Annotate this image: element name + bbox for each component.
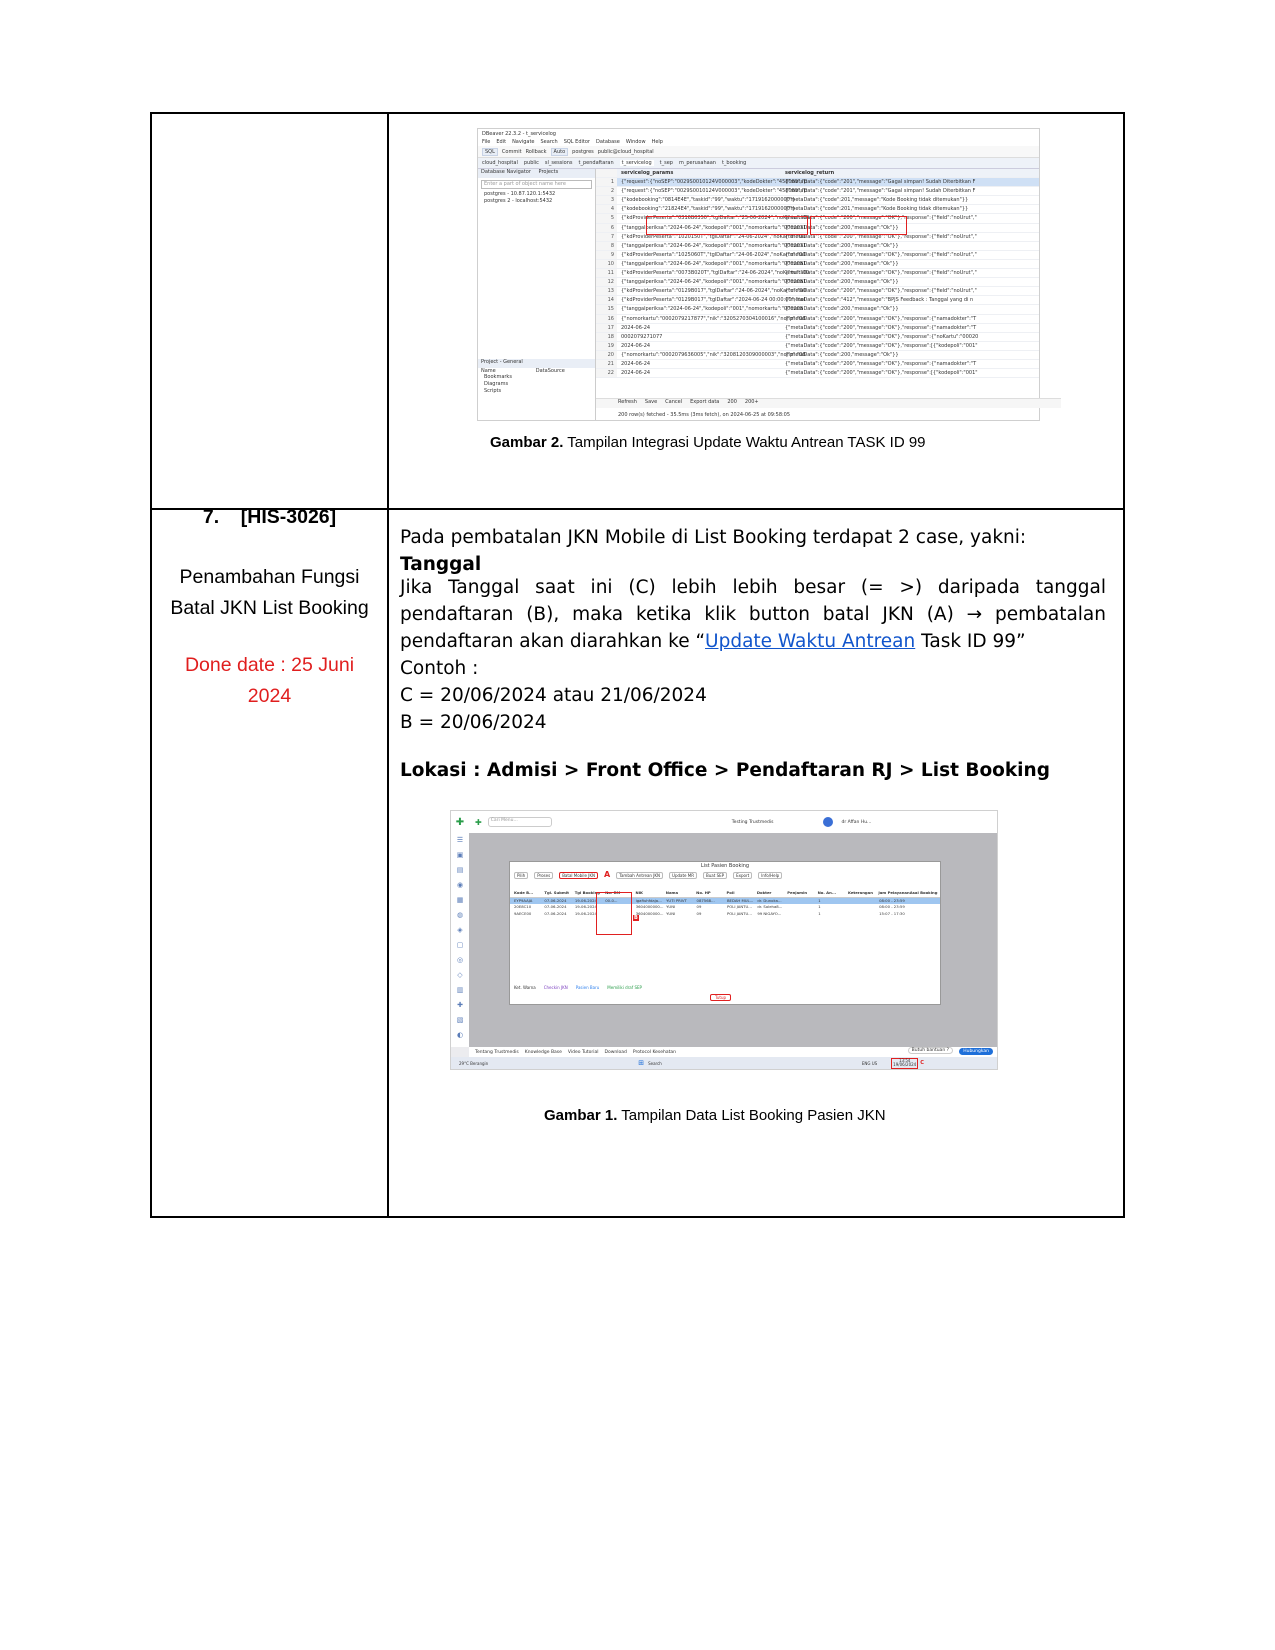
table-cell: POLI JANTU...	[726, 904, 752, 909]
return-cell: {"metaData":{"code":"200","message":"OK"},"response":{"field":"noUrut","	[785, 233, 977, 240]
table-row[interactable]	[596, 305, 1039, 314]
params-cell: {"kodebooking":"21824E4","taskid":"99","waktu":"1719162000000"}	[621, 206, 796, 213]
table-cell: 15:07 - 17:30	[879, 910, 905, 916]
table-row[interactable]	[596, 269, 1039, 278]
legend-item: Memiliki draf SEP	[607, 985, 642, 990]
grid-header	[596, 169, 1039, 178]
caption-label: Gambar 1.	[544, 1107, 618, 1124]
table-cell	[849, 911, 879, 918]
refresh-button[interactable]: Refresh	[618, 399, 637, 405]
status-text: 200 row(s) fetched - 35.5ms (3ms fetch), on 2024-06-25 at 09:58:05	[618, 412, 791, 418]
column-header[interactable]: Jam Pelayanan	[878, 890, 910, 895]
table-cell	[909, 911, 939, 918]
table-row[interactable]	[596, 315, 1039, 324]
row-number: 5	[596, 214, 617, 222]
return-cell: {"metaData":{"code":"412","message":"BPJS Feedback : Tanggal yang di n	[785, 297, 974, 304]
sql-button[interactable]: SQL	[482, 148, 498, 156]
brand-name: Testing Trustmedis	[731, 819, 774, 825]
column-header[interactable]: Poli	[726, 890, 735, 895]
tree-item[interactable]: Bookmarks	[484, 374, 512, 380]
table-cell: 1	[818, 904, 821, 909]
row-number: 10	[596, 260, 617, 268]
table-row[interactable]	[596, 178, 1039, 187]
table-cell: POLI JANTU...	[726, 910, 752, 916]
update-waktu-antrean-link[interactable]: Update Waktu Antrean	[705, 631, 916, 652]
menu-item[interactable]: Help	[651, 139, 663, 145]
column-header: Name	[481, 368, 496, 374]
menu-item[interactable]: Search	[540, 139, 558, 145]
table-cell: 3604000000...	[635, 904, 664, 909]
table-row[interactable]	[596, 187, 1039, 196]
table-cell: 19-06-2024	[574, 910, 597, 916]
return-cell: {"metaData":{"code":"200","message":"OK"},"response":{"namadokter":"T	[785, 324, 977, 331]
table-cell: 08:00 - 23:59	[879, 904, 905, 909]
keyboard-language[interactable]: ENG US	[861, 1060, 878, 1066]
row-number: 2	[596, 187, 617, 195]
clock-time: 13:54	[898, 1057, 911, 1063]
table-cell: 07-06-2024	[544, 904, 567, 909]
windows-taskbar	[451, 1057, 997, 1069]
return-cell: {"metaData":{"code":"200","message":"OK"},"response":{"field":"noUrut","	[785, 215, 977, 222]
table-cell: 09	[696, 910, 702, 916]
table-cell: 20E8C10	[514, 904, 532, 909]
footer-link[interactable]: Protocol Kesehatan	[632, 1049, 677, 1055]
table-row[interactable]	[596, 342, 1039, 351]
params-cell: {"nomorkartu":"0002079217877","nik":"3205270304100016","nohp":"08	[621, 315, 806, 322]
params-cell: {"kdProviderPeserta":"0129B017","tglDaftar":"2024-06-24 00:00:00","nol	[621, 297, 806, 304]
item-number: 7.	[202, 506, 220, 528]
project-tree	[478, 374, 595, 395]
row-number: 9	[596, 251, 617, 259]
hubungkan-button[interactable]: Hubungkan	[959, 1048, 993, 1055]
done-date-line: Done date : 25 Juni	[184, 654, 355, 676]
row-number: 13	[596, 287, 617, 295]
table-cell	[788, 911, 818, 918]
schema-select[interactable]: public@cloud_hospital	[597, 148, 654, 155]
booking-table-header	[510, 890, 940, 898]
app-sidebar	[451, 833, 470, 1047]
example-label: Contoh :	[400, 658, 479, 679]
done-date-line: 2024	[247, 685, 292, 707]
row-number: 3	[596, 196, 617, 204]
column-header[interactable]: servicelog_return	[785, 170, 835, 176]
params-cell: {"kdProviderPeserta":"0073B020T","tglDaftar":"24-06-2024","noKartu":"00	[621, 270, 810, 277]
params-cell: {"tanggalperiksa":"2024-06-24","kodepoli":"001","nomorkartu":"0002071	[621, 224, 807, 231]
row-number: 18	[596, 333, 617, 341]
table-cell: 19-06-2024	[574, 897, 597, 903]
window-title: DBeaver 22.3.2 - t_servicelog	[478, 129, 1039, 138]
info-help-button[interactable]: Info/Help	[758, 872, 782, 879]
table-cell: 07-06-2024	[544, 910, 567, 916]
tab[interactable]: t_booking	[721, 160, 747, 166]
params-cell: 2024-06-24	[621, 360, 651, 367]
project-panel	[478, 359, 595, 395]
legend-title: Ket. Warna	[514, 985, 536, 990]
params-cell: {"request":{"noSEP":"0029S0010124V000003","kodeDokter":"458089","p	[621, 179, 808, 186]
menu-item[interactable]: Window	[625, 139, 646, 145]
auto-commit-select[interactable]: Auto	[551, 148, 569, 156]
column-header[interactable]: Tgl. Submit	[544, 890, 569, 895]
return-cell: {"metaData":{"code":200,"message":"Ok"}}	[785, 279, 899, 286]
tab-active[interactable]: t_servicelog	[621, 160, 652, 166]
export-button[interactable]: Export	[733, 872, 752, 879]
row-number: 11	[596, 269, 617, 277]
return-cell: {"metaData":{"code":200,"message":"Ok"}}	[785, 351, 899, 358]
column-header[interactable]: servicelog_params	[621, 170, 674, 176]
rollback-button[interactable]: Rollback	[525, 148, 547, 155]
results-grid	[596, 169, 1039, 420]
caption-text: Tampilan Integrasi Update Waktu Antrean TASK ID 99	[563, 434, 926, 451]
menu-item[interactable]: SQL Editor	[563, 139, 590, 145]
table-row[interactable]	[596, 360, 1039, 369]
row-number: 22	[596, 369, 617, 377]
table-cell: 3604000000...	[635, 910, 664, 916]
table-row[interactable]	[596, 324, 1039, 333]
tree-item[interactable]: Scripts	[484, 388, 502, 394]
params-cell: {"kdProviderPeserta":"1025060T","tglDaftar":"24-06-2024","noKartu":"00	[621, 251, 806, 258]
database-navigator	[478, 169, 596, 420]
return-cell: {"metaData":{"code":"200","message":"OK"},"response":[{"kodepoli":"001"	[785, 370, 978, 377]
tab[interactable]: public	[523, 160, 539, 166]
buat-sep-button[interactable]: Buat SEP	[703, 872, 727, 879]
return-cell: {"metaData":{"code":200,"message":"Ok"}}	[785, 242, 899, 249]
table-cell: dr. Dunoka...	[757, 897, 782, 903]
table-row[interactable]	[596, 369, 1039, 378]
list-pasien-booking-modal	[509, 861, 941, 1005]
row-number: 14	[596, 296, 617, 304]
table-cell: 087568...	[696, 897, 715, 903]
return-cell: {"metaData":{"code":"200","message":"OK"},"response":{"field":"noUrut","	[785, 270, 977, 277]
dbeaver-screenshot	[477, 128, 1040, 421]
column-header[interactable]: Kode B...	[514, 890, 534, 895]
row-number: 4	[596, 205, 617, 213]
params-cell: 2024-06-24	[621, 342, 651, 349]
column-header[interactable]: Penjamin	[787, 890, 808, 895]
params-cell: {"tanggalperiksa":"2024-06-24","kodepoli":"001","nomorkartu":"0002081	[621, 279, 807, 286]
row-number: 1	[596, 178, 617, 186]
example-c: C = 20/06/2024 atau 21/06/2024	[400, 685, 707, 706]
table-row[interactable]	[596, 196, 1039, 205]
taskbar-search[interactable]: Search	[648, 1060, 662, 1066]
return-cell: {"metaData":{"code":200,"message":"Ok"}}	[785, 306, 899, 313]
done-date	[152, 650, 387, 712]
row-number: 21	[596, 360, 617, 368]
footer-link[interactable]: Video Tutorial	[567, 1049, 599, 1055]
windows-start-icon[interactable]: ⊞	[638, 1059, 645, 1067]
return-cell: {"metaData":{"code":"200","message":"OK"},"response":{"field":"noUrut","	[785, 288, 977, 295]
tree-item[interactable]: postgres 2 - localhost:5432	[484, 198, 553, 204]
list-booking-screenshot	[450, 810, 998, 1070]
figure-caption	[544, 1107, 886, 1124]
case-text: Jika Tanggal saat ini (C) lebih lebih besar (= >) daripada tanggal pendaftaran (B), maka ketika klik button batal JKN (A) → pembatalan pendaftaran akan diarahkan ke “	[400, 577, 1106, 652]
help-prompt: Butuh bantuan ?	[908, 1047, 953, 1054]
tutup-button[interactable]: Tutup	[710, 994, 731, 1001]
return-cell: {"metaData":{"code":200,"message":"Ok"}}	[785, 224, 899, 231]
proses-button[interactable]: Proses	[534, 872, 553, 879]
example-block	[400, 655, 1106, 736]
column-header: DataSource	[535, 368, 565, 374]
footer-link[interactable]: Download	[604, 1049, 627, 1055]
return-cell: {"metaData":{"code":"200","message":"OK"},"response":{"namadokter":"T	[785, 360, 977, 367]
highlight-box	[810, 216, 907, 235]
column-header[interactable]: No. RM	[605, 890, 621, 895]
tab[interactable]: t_pendaftaran	[578, 160, 614, 166]
return-cell: {"metaData":{"code":201,"message":"Kode Booking tidak ditemukan"}}	[785, 206, 969, 213]
highlight-tgl-booking	[596, 892, 632, 935]
params-cell: 2024-06-24	[621, 370, 651, 377]
fetch-size-input[interactable]: 200	[727, 399, 737, 405]
params-cell: 2024-06-24	[621, 324, 651, 331]
column-divider	[387, 114, 389, 1216]
params-cell: {"nomorkartu":"0002079636005","nik":"3208120309000003","nohp":"08	[621, 351, 806, 358]
export-button[interactable]: Export data	[690, 399, 720, 405]
params-cell: {"kdProviderPeserta":"1020150T","tglDaftar":"24-06-2024","noKartu":"00	[621, 233, 806, 240]
column-header[interactable]: Nama	[665, 890, 679, 895]
table-row[interactable]	[596, 260, 1039, 269]
row-number: 17	[596, 324, 617, 332]
table-cell: 19-06-2024	[574, 904, 597, 909]
row-number: 15	[596, 305, 617, 313]
datasource-select[interactable]: postgres	[572, 148, 594, 155]
ticket-heading	[152, 502, 387, 533]
column-header[interactable]: Tgl Booking	[574, 890, 601, 895]
search-input[interactable]: Cari Menu...	[488, 817, 552, 827]
app-logo-icon: ✚	[455, 816, 465, 828]
user-name: dr Affan Hu...	[841, 819, 872, 825]
filter-input[interactable]: Enter a part of object name here	[481, 180, 592, 189]
params-cell: {"kodebooking":"0814E4E","taskid":"99","waktu":"1719162000000"}	[621, 197, 796, 204]
modal-title: List Pasien Booking	[700, 863, 750, 869]
column-header[interactable]: Keterangan	[847, 890, 873, 895]
menu-bar	[478, 138, 1039, 146]
row-number: 12	[596, 278, 617, 286]
table-cell: 9AECE00	[514, 910, 532, 916]
label-a: A	[603, 870, 611, 879]
tree-item[interactable]: postgres - 10.87.120.1:5432	[484, 191, 556, 197]
row-number: 20	[596, 351, 617, 359]
menu-item[interactable]: Navigate	[512, 139, 535, 145]
caption-label: Gambar 2.	[490, 434, 564, 451]
example-b: B = 20/06/2024	[400, 712, 547, 733]
menu-item[interactable]: Edit	[496, 139, 507, 145]
table-cell: YUTI PRIVT	[666, 897, 687, 903]
navigator-tab[interactable]: Database Navigator	[481, 169, 531, 175]
highlight-box	[646, 216, 808, 235]
menu-item[interactable]: File	[482, 139, 491, 145]
intro-text: Pada pembatalan JKN Mobile di List Booking terdapat 2 case, yakni:	[400, 527, 1027, 548]
table-cell: 09	[696, 904, 702, 909]
table-row[interactable]	[596, 278, 1039, 287]
connection-tree	[478, 191, 595, 205]
case-paragraph	[400, 574, 1106, 655]
params-cell: {"tanggalperiksa":"2024-06-24","kodepoli":"001","nomorkartu":"0002081	[621, 260, 807, 267]
fetch-more-button[interactable]: 200+	[744, 399, 759, 405]
filter-row	[510, 881, 940, 890]
label-c: C	[920, 1060, 924, 1066]
intro-bold: Tanggal	[400, 554, 482, 575]
table-row[interactable]	[596, 287, 1039, 296]
footer-link[interactable]: Tentang Trustmedis	[475, 1049, 519, 1055]
row-number: 7	[596, 233, 617, 241]
table-cell: YUNI	[666, 904, 676, 909]
params-cell: {"request":{"noSEP":"0029S0010124V000003","kodeDokter":"458089","p	[621, 188, 808, 195]
save-button[interactable]: Save	[644, 399, 658, 405]
return-cell: {"metaData":{"code":"200","message":"OK"},"response":{"noKartu":"00020	[785, 333, 979, 340]
column-header[interactable]: Dokter	[756, 890, 772, 895]
tree-item[interactable]: Diagrams	[484, 381, 509, 387]
legend-item: Checkin JKN	[543, 985, 568, 990]
ticket-title	[152, 562, 387, 624]
table-row[interactable]	[596, 333, 1039, 342]
pilih-button[interactable]: Pilih	[514, 872, 528, 879]
avatar[interactable]	[823, 817, 833, 827]
commit-button[interactable]: Commit	[501, 148, 522, 155]
color-legend	[514, 985, 642, 990]
table-cell: EYP9AAJA	[514, 897, 533, 903]
row-number: 8	[596, 242, 617, 250]
projects-tab[interactable]: Projects	[538, 169, 559, 175]
label-b: B	[634, 915, 638, 921]
batal-mobile-jkn-button[interactable]: Batal Mobile JKN	[559, 872, 598, 879]
table-cell: 08:00 - 23:59	[879, 897, 905, 903]
location-path: Lokasi : Admisi > Front Office > Pendaftaran RJ > List Booking	[400, 760, 1050, 781]
table-row[interactable]	[596, 351, 1039, 360]
intro-paragraph	[400, 524, 1106, 578]
tambah-antrean-button[interactable]: Tambah Antrean JKN	[616, 872, 663, 879]
table-cell: 1	[818, 897, 821, 903]
toolbar	[478, 146, 1039, 158]
tab[interactable]: cloud_hospital	[482, 160, 518, 166]
taskbar-clock[interactable]	[891, 1058, 918, 1069]
modal-actions	[510, 870, 940, 881]
column-header[interactable]: No. HP	[696, 890, 711, 895]
footer-link[interactable]: Knowledge Base	[524, 1049, 562, 1055]
tab[interactable]: sl_sessions	[544, 160, 573, 166]
document-table	[150, 112, 1125, 1218]
table-cell: igafiuhfdaja...	[635, 897, 662, 903]
return-cell: {"metaData":{"code":"201","message":"Gagal simpan! Sudah Diterbitkan F	[785, 188, 976, 195]
cancel-button[interactable]: Cancel	[665, 399, 683, 405]
params-cell: {"tanggalperiksa":"2024-06-24","kodepoli":"001","nomorkartu":"0002071	[621, 242, 807, 249]
return-cell: {"metaData":{"code":"201","message":"Gagal simpan! Sudah Diterbitkan F	[785, 179, 976, 186]
navigator-header	[478, 169, 595, 178]
table-row[interactable]	[596, 205, 1039, 214]
ticket-id: [HIS-3026]	[240, 506, 337, 528]
table-row[interactable]	[596, 296, 1039, 305]
tab[interactable]: m_perusahaan	[678, 160, 716, 166]
legend-item: Pasien Baru	[575, 985, 600, 990]
params-cell: 0002079271077	[621, 333, 663, 340]
column-header[interactable]: No. An...	[817, 890, 837, 895]
return-cell: {"metaData":{"code":"200","message":"OK"},"response":{"namadokter":"T	[785, 315, 977, 322]
return-cell: {"metaData":{"code":"200","message":"OK"},"response":{"field":"noUrut","	[785, 251, 977, 258]
figure-caption	[490, 434, 926, 451]
app-header	[451, 811, 997, 834]
menu-item[interactable]: Database	[595, 139, 620, 145]
table-cell: 1	[818, 910, 821, 916]
params-cell: {"tanggalperiksa":"2024-06-24","kodepoli":"001","nomorkartu":"000208	[621, 306, 803, 313]
case-text-end: Task ID 99”	[915, 631, 1026, 652]
results-toolbar	[596, 398, 1061, 408]
project-panel-title: Project - General	[478, 359, 595, 368]
table-row[interactable]	[510, 911, 940, 918]
return-cell: {"metaData":{"code":"200","message":"OK"},"response":[{"kodepoli":"001"	[785, 342, 978, 349]
table-row[interactable]	[596, 242, 1039, 251]
params-cell: {"kdProviderPeserta":"0316B0350","tglDaftar":"25-06-2024","noKartu":"00	[621, 215, 810, 222]
row-number: 19	[596, 342, 617, 350]
column-header[interactable]: NIK	[635, 890, 643, 895]
sidebar-icons: ☰ ▣ ▤ ◉ ▦ ◍ ◈ ▢ ◎ ◇ ▥ ✚ ▧ ◐	[456, 836, 464, 1039]
table-row[interactable]	[596, 251, 1039, 260]
column-header[interactable]: Asal Booking	[909, 890, 938, 895]
tab[interactable]: t_sep	[659, 160, 673, 166]
table-cell: YUNI	[666, 910, 676, 916]
table-cell: BEDAH MUL...	[726, 897, 754, 903]
table-cell: 07-06-2024	[544, 897, 567, 903]
return-cell: {"metaData":{"code":201,"message":"Kode Booking tidak ditemukan"}}	[785, 197, 969, 204]
table-cell: dr. Soleha8...	[757, 904, 783, 909]
params-cell: {"kdProviderPeserta":"0129B017","tglDaftar":"24-06-2024","noKartu":"00	[621, 288, 807, 295]
menu-logo-icon: ✚	[475, 817, 482, 827]
caption-text: Tampilan Data List Booking Pasien JKN	[617, 1107, 886, 1124]
title-line: Penambahan Fungsi	[179, 566, 360, 588]
title-line: Batal JKN List Booking	[170, 597, 369, 619]
weather-widget[interactable]: 29°C Berangin	[459, 1060, 489, 1066]
grid-rows	[596, 178, 1039, 378]
return-cell: {"metaData":{"code":200,"message":"Ok"}}	[785, 260, 899, 267]
table-cell: 99 NIGAYO...	[757, 910, 782, 916]
table-cell: 00-0...	[605, 897, 618, 903]
row-number: 16	[596, 315, 617, 323]
editor-tabs	[478, 158, 1039, 169]
update-mr-button[interactable]: Update MR	[669, 872, 697, 879]
clock-date: 19/06/2024	[893, 1062, 917, 1067]
booking-table-body	[510, 898, 940, 918]
row-number: 6	[596, 224, 617, 232]
